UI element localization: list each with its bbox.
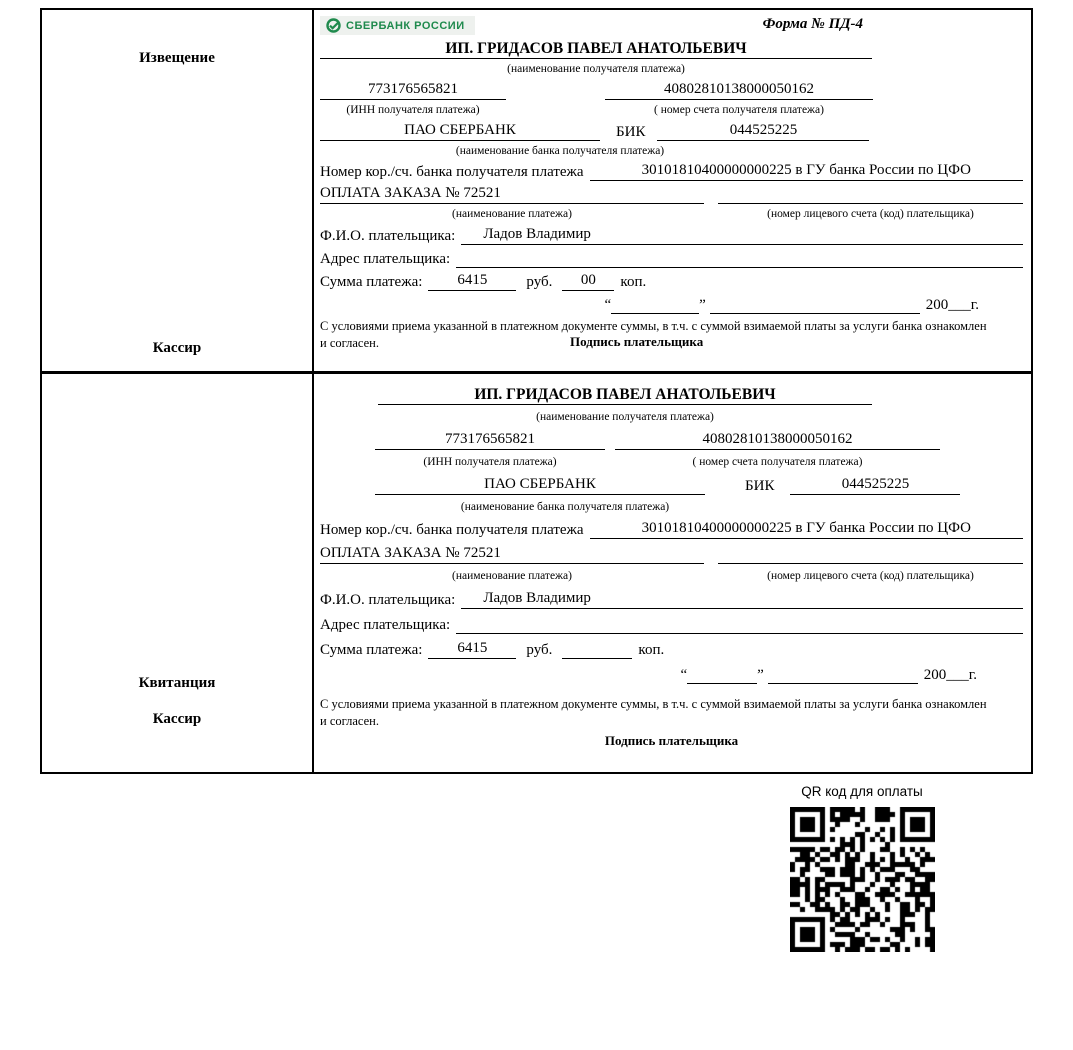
receipt-form-body (314, 374, 1031, 772)
quote-close: ” (699, 297, 706, 314)
date-row (320, 295, 1023, 314)
kop-label: коп. (620, 274, 647, 291)
corr-account-label: Номер кор./сч. банка получателя платежа (320, 522, 584, 539)
bank-caption: (наименование банка получателя платежа) (455, 144, 665, 157)
form-number: Форма № ПД-4 (762, 16, 863, 32)
personal-account-caption: (номер лицевого счета (код) плательщика) (767, 208, 974, 221)
date-month-line (768, 665, 918, 684)
sum-kop-value: 00 (562, 272, 614, 291)
receipt-title: Квитанция (138, 675, 216, 691)
payer-name-value: Ладов Владимир (461, 226, 1023, 245)
sberbank-logo (320, 16, 475, 35)
quote-close: ” (757, 667, 764, 684)
qr-code (790, 807, 935, 952)
rub-label: руб. (526, 274, 553, 291)
payer-address-label: Адрес плательщика: (320, 251, 451, 268)
bank-name: ПАО СБЕРБАНК (320, 122, 600, 141)
bank-row (320, 476, 1023, 495)
bank-caption-row (320, 145, 1023, 159)
blank-line (718, 545, 1023, 564)
payee-inn: 773176565821 (375, 431, 605, 450)
sum-label: Сумма платежа: (320, 642, 423, 659)
payee-name: ИП. ГРИДАСОВ ПАВЕЛ АНАТОЛЬЕВИЧ (378, 386, 872, 405)
bank-caption: (наименование банка получателя платежа) (460, 500, 670, 513)
payer-name-row (320, 226, 1023, 245)
quote-open: “ (604, 297, 612, 314)
bik-value: 044525225 (657, 122, 869, 141)
inn-caption: (ИНН получателя платежа) (423, 455, 557, 468)
purpose-captions-row (320, 208, 1023, 222)
payee-inn: 773176565821 (320, 81, 506, 100)
payer-name-label: Ф.И.О. плательщика: (320, 228, 456, 245)
sberbank-logo-icon (326, 18, 341, 33)
purpose-caption: (наименование платежа) (452, 570, 572, 583)
blank-line (718, 185, 1023, 204)
agreement-text: С условиями приема указанной в платежном документе суммы, в т.ч. с суммой взимаемой платы за услуги банка ознакомлен и согласен. (320, 697, 987, 728)
rub-label: руб. (526, 642, 553, 659)
bank-caption-row (320, 501, 1023, 515)
payment-purpose: ОПЛАТА ЗАКАЗА № 72521 (320, 545, 704, 564)
notice-left-cell (42, 10, 314, 371)
payer-name-value: Ладов Владимир (461, 590, 1023, 609)
inn-account-captions-row (320, 104, 1023, 118)
qr-section (782, 784, 942, 952)
payer-address-label: Адрес плательщика: (320, 617, 451, 634)
purpose-row (320, 185, 1023, 204)
payer-address-value (456, 249, 1023, 268)
payee-account: 40802810138000050162 (605, 81, 873, 100)
sum-label: Сумма платежа: (320, 274, 423, 291)
signature-label: Подпись плательщика (570, 334, 704, 350)
inn-account-captions-row (320, 456, 1023, 470)
inn-account-row (320, 81, 1023, 100)
payee-account: 40802810138000050162 (615, 431, 940, 450)
agreement-text: С условиями приема указанной в платежном документе суммы, в т.ч. с суммой взимаемой платы за услуги банка ознакомлен и согласен. (320, 319, 987, 350)
purpose-row (320, 545, 1023, 564)
kop-label: коп. (638, 642, 665, 659)
bank-row (320, 122, 1023, 141)
payer-name-row (320, 590, 1023, 609)
payee-caption: (наименование получателя платежа) (536, 411, 714, 423)
inn-account-row (320, 431, 1023, 450)
date-row (320, 665, 1023, 684)
payer-address-value (456, 615, 1023, 634)
notice-cashier-label: Кассир (152, 340, 202, 356)
notice-title: Извещение (139, 50, 215, 66)
signature-label: Подпись плательщика (604, 733, 739, 749)
sum-row (320, 640, 1023, 659)
sberbank-logo-text: СБЕРБАНК РОССИИ (346, 19, 465, 32)
sum-kop-value (562, 640, 632, 659)
corr-account-value: 30101810400000000225 в ГУ банка России по ЦФО (590, 520, 1023, 539)
receipt-section (42, 374, 1031, 772)
corr-account-label: Номер кор./сч. банка получателя платежа (320, 164, 584, 181)
date-year: 200___г. (925, 297, 979, 314)
notice-section (42, 10, 1031, 374)
bik-value: 044525225 (790, 476, 960, 495)
payer-address-row (320, 249, 1023, 268)
purpose-captions-row (320, 570, 1023, 584)
payer-name-label: Ф.И.О. плательщика: (320, 592, 456, 609)
date-day-line (611, 295, 699, 314)
sum-rub-value: 6415 (428, 272, 516, 291)
receipt-cashier-label: Кассир (152, 711, 202, 727)
inn-caption: (ИНН получателя платежа) (346, 103, 480, 116)
payee-caption-row (320, 63, 1023, 77)
payer-address-row (320, 615, 1023, 634)
sum-rub-value: 6415 (428, 640, 516, 659)
qr-caption: QR код для оплаты (801, 784, 923, 799)
corr-account-row (320, 520, 1023, 539)
account-caption: ( номер счета получателя платежа) (654, 103, 824, 116)
bank-name: ПАО СБЕРБАНК (375, 476, 705, 495)
payee-caption: (наименование получателя платежа) (507, 63, 685, 75)
purpose-caption: (наименование платежа) (452, 208, 572, 221)
date-day-line (687, 665, 757, 684)
quote-open: “ (680, 667, 688, 684)
date-month-line (710, 295, 920, 314)
payment-purpose: ОПЛАТА ЗАКАЗА № 72521 (320, 185, 704, 204)
notice-header-row (320, 16, 1023, 35)
payee-caption-row (320, 411, 1023, 425)
payee-name-row (320, 40, 1023, 59)
corr-account-row (320, 162, 1023, 181)
payee-name-row (320, 386, 1023, 405)
notice-form-body (314, 10, 1031, 371)
receipt-left-cell (42, 374, 314, 772)
payment-form-pd4 (40, 8, 1033, 774)
payee-name: ИП. ГРИДАСОВ ПАВЕЛ АНАТОЛЬЕВИЧ (320, 40, 872, 59)
account-caption: ( номер счета получателя платежа) (692, 455, 863, 468)
corr-account-value: 30101810400000000225 в ГУ банка России по ЦФО (590, 162, 1023, 181)
bik-label: БИК (745, 477, 775, 494)
bik-label: БИК (616, 123, 646, 140)
sum-row (320, 272, 1023, 291)
personal-account-caption: (номер лицевого счета (код) плательщика) (767, 570, 974, 583)
date-year: 200___г. (923, 667, 977, 684)
